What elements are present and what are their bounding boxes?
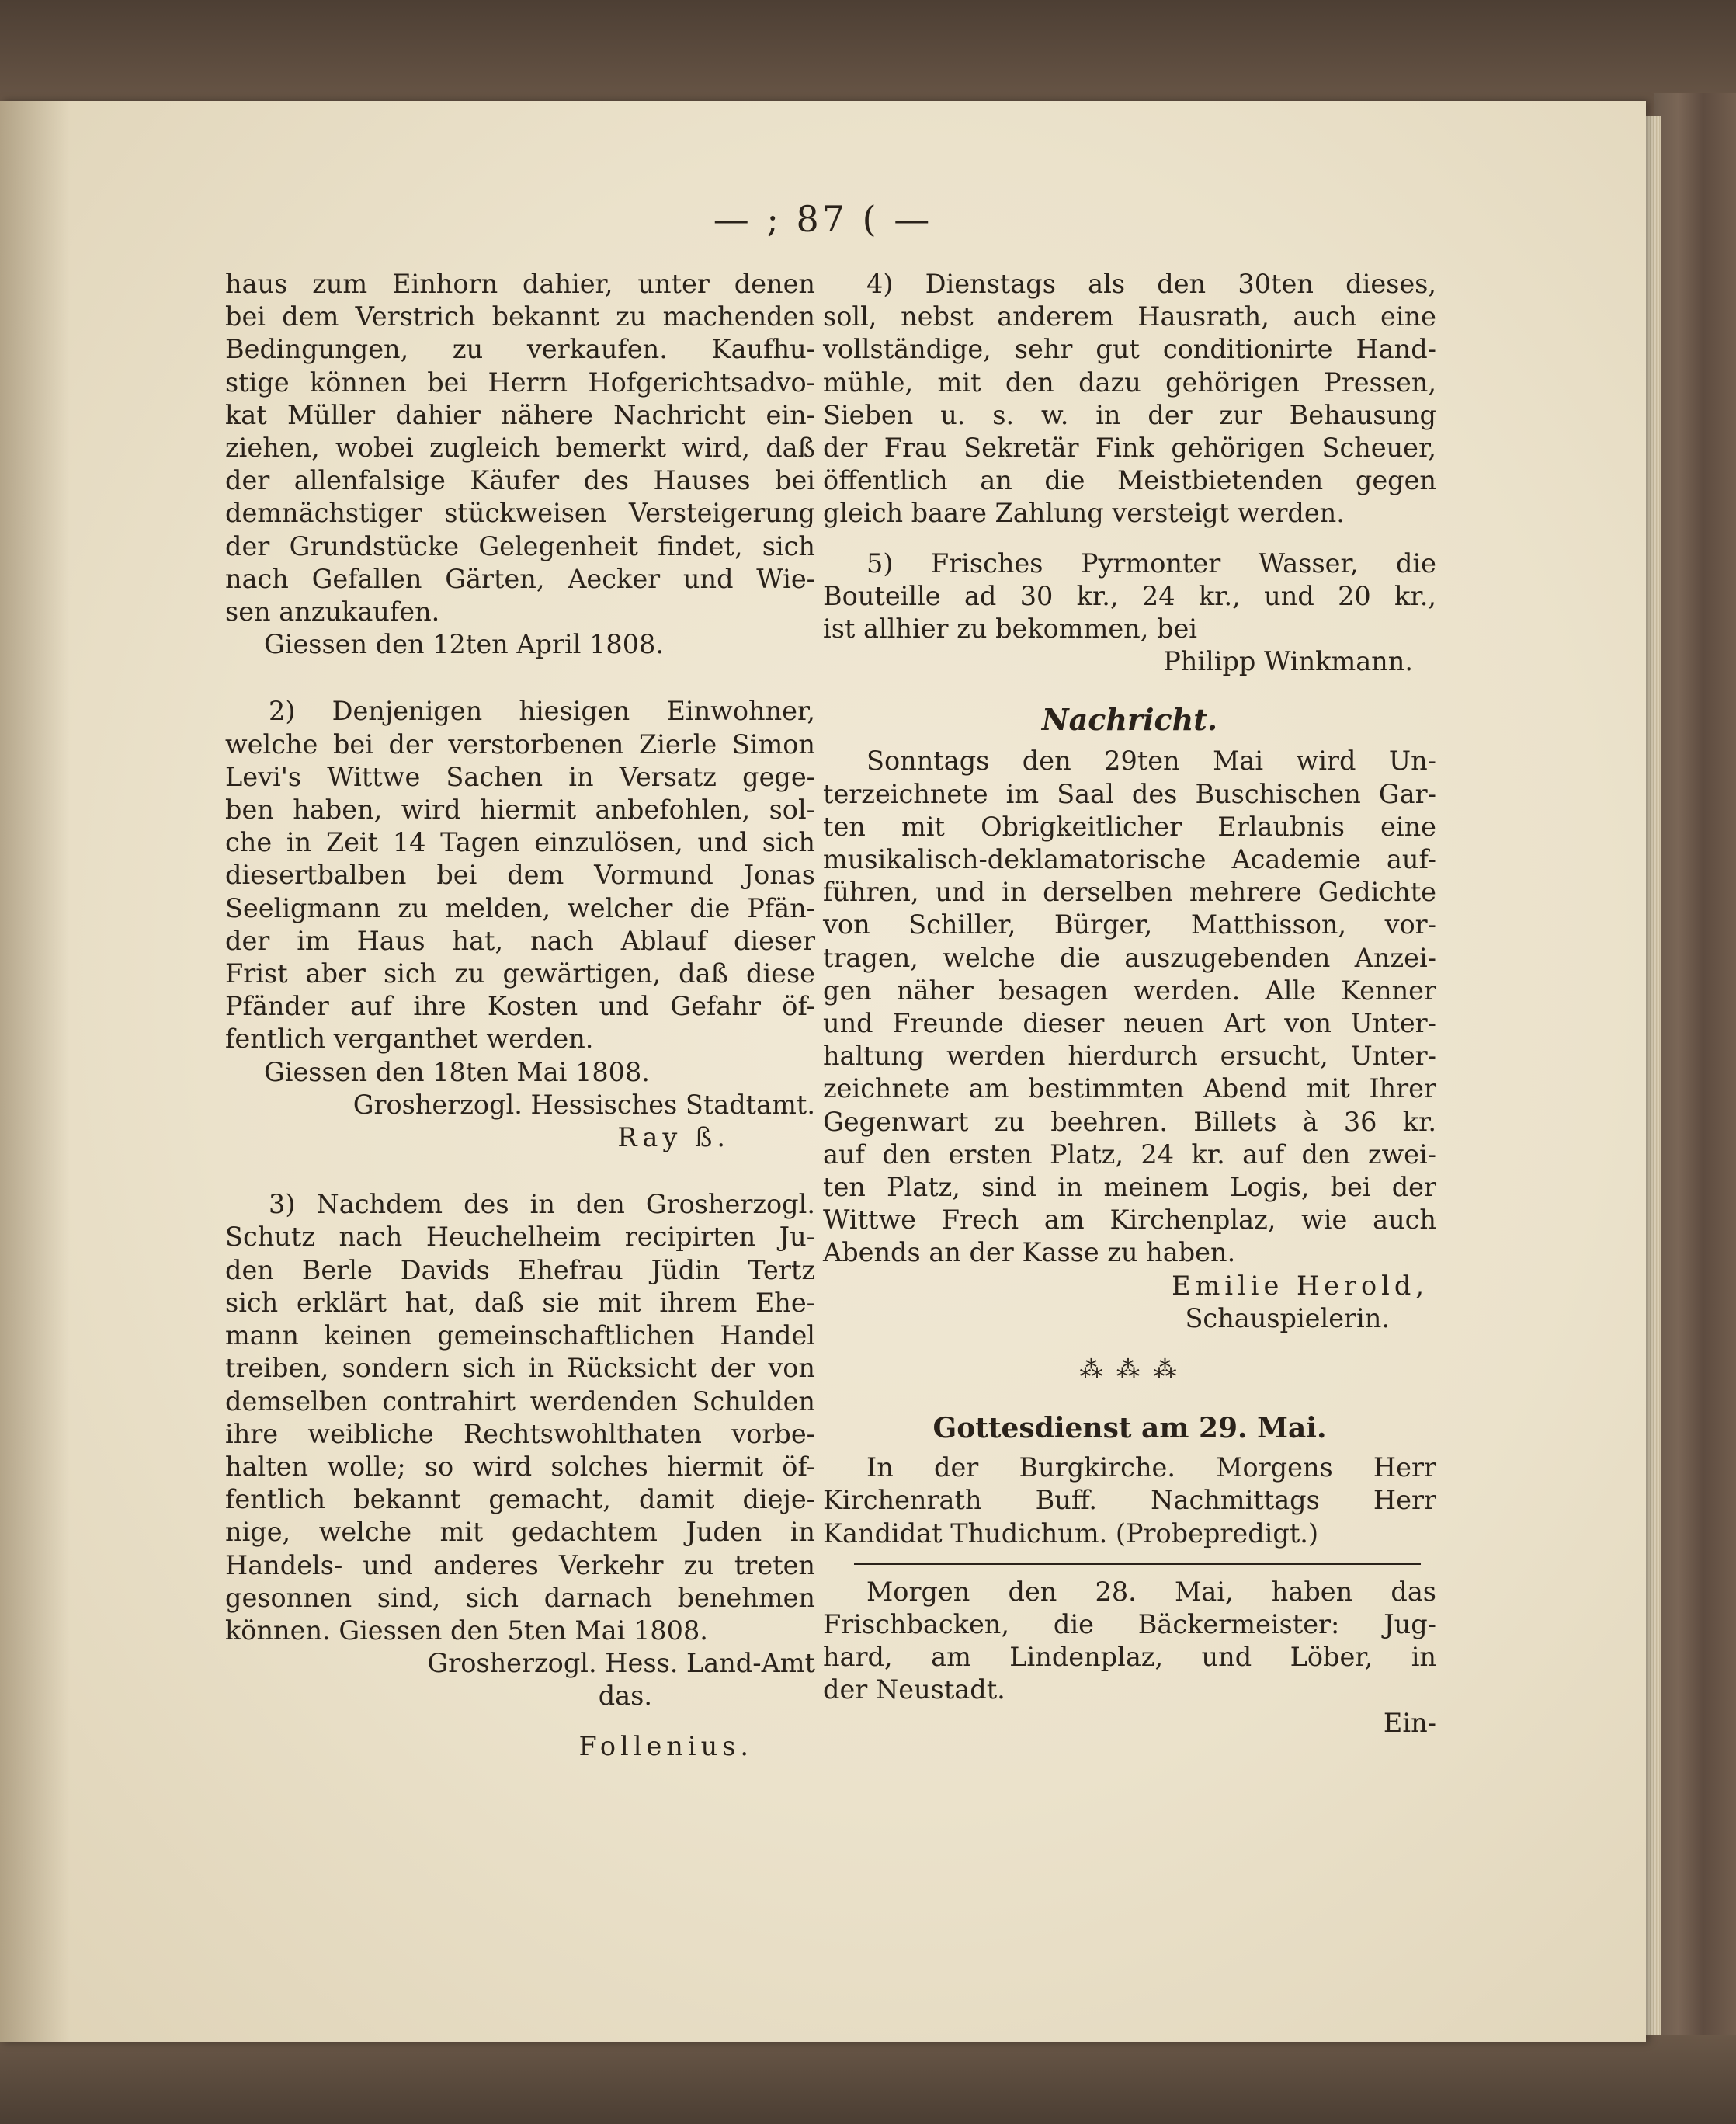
service-body [823, 1451, 1436, 1550]
text-line: Gegenwart zu beehren. Billets à 36 kr. [823, 1106, 1436, 1137]
text-line: gen näher besagen werden. Alle Kenner [823, 975, 1436, 1006]
text-line: kat Müller dahier nähere Nachricht ein- [225, 399, 815, 430]
book-cover-top [0, 0, 1736, 116]
text-line: Levi's Wittwe Sachen in Versatz gege- [225, 761, 815, 792]
text-line: nige, welche mit gedachtem Juden in [225, 1517, 815, 1548]
text-line: tragen, welche die auszugebenden Anzei- [823, 942, 1436, 973]
service-heading: Gottesdienst am 29. Mai. [932, 1412, 1327, 1445]
page-gutter-shadow [0, 101, 70, 2042]
text-line: stige können bei Herrn Hofgerichtsadvo- [225, 367, 815, 398]
text-line: gleich baare Zahlung versteigt werden. [823, 498, 1345, 529]
text-line: fentlich bekannt gemacht, damit dieje- [225, 1484, 815, 1515]
text-line: 3) Nachdem des in den Grosherzogl. [269, 1189, 815, 1220]
text-line: Bedingungen, zu verkaufen. Kaufhu- [225, 334, 815, 365]
announcement-signature-role: Schauspielerin. [1185, 1302, 1390, 1333]
text-line: können. Giessen den 5ten Mai 1808. [225, 1615, 708, 1646]
text-line: In der Burgkirche. Morgens Herr [866, 1452, 1436, 1483]
notice-2-date: Giessen den 18ten Mai 1808. [264, 1056, 650, 1087]
text-line: Kandidat Thudichum. (Probepredigt.) [823, 1517, 1319, 1549]
notice-3-authority-line2: das. [598, 1681, 652, 1712]
text-line: musikalisch-deklamatorische Academie auf- [823, 844, 1436, 875]
text-line: sen anzukaufen. [225, 596, 440, 627]
section-rule [854, 1563, 1421, 1565]
right-column [823, 268, 1436, 1740]
text-line: Morgen den 28. Mai, haben das [866, 1576, 1436, 1607]
text-line: gesonnen sind, sich darnach benehmen [225, 1582, 815, 1613]
text-line: welche bei der verstorbenen Zierle Simon [225, 728, 815, 760]
text-line: Pfänder auf ihre Kosten und Gefahr öf- [225, 991, 815, 1022]
text-line: ziehen, wobei zugleich bemerkt wird, daß [225, 433, 815, 464]
text-line: der allenfalsige Käufer des Hauses bei [225, 465, 815, 496]
text-line: Abends an der Kasse zu haben. [823, 1237, 1236, 1268]
text-line: haus zum Einhorn dahier, unter denen [225, 269, 815, 299]
continued-notice [225, 268, 815, 628]
notice-3-authority-line1: Grosherzogl. Hess. Land-Amt [427, 1648, 815, 1679]
text-line: Handels- und anderes Verkehr zu treten [225, 1549, 815, 1580]
text-line: führen, und in derselben mehrere Gedichte [823, 877, 1436, 908]
text-line: Frischbacken, die Bäckermeister: Jug- [823, 1608, 1436, 1639]
text-line: diesertbalben bei dem Vormund Jonas [225, 860, 815, 891]
page-number: — ; 87 ( — [713, 198, 933, 240]
text-line: Sieben u. s. w. in der zur Behausung [823, 399, 1436, 430]
book-cover-spine [1654, 93, 1736, 2124]
announcement-body [823, 745, 1436, 1269]
text-line: der im Haus hat, nach Ablauf dieser [225, 925, 815, 956]
text-line: soll, nebst anderem Hausrath, auch eine [823, 301, 1436, 332]
text-line: 5) Frisches Pyrmonter Wasser, die [866, 548, 1436, 579]
catchword: Ein- [1383, 1707, 1436, 1738]
text-line: mann keinen gemeinschaftlichen Handel [225, 1320, 815, 1351]
text-line: öffentlich an die Meistbietenden gegen [823, 465, 1436, 496]
book-page [0, 101, 1646, 2042]
text-line: demselben contrahirt werdenden Schulden [225, 1385, 815, 1417]
text-line: demnächstiger stückweisen Versteigerung [225, 498, 815, 529]
text-line: treiben, sondern sich in Rücksicht der von [225, 1353, 815, 1384]
text-line: auf den ersten Platz, 24 kr. auf den zwei- [823, 1138, 1436, 1170]
text-line: mühle, mit den dazu gehörigen Pressen, [823, 367, 1436, 398]
notice-2-signature: Ray ß. [617, 1122, 730, 1153]
text-line: Kirchenrath Buff. Nachmittags Herr [823, 1485, 1436, 1516]
text-line: ihre weibliche Rechtswohlthaten vorbe- [225, 1418, 815, 1449]
notice-3 [225, 1188, 815, 1647]
text-line: sich erklärt hat, daß sie mit ihrem Ehe- [225, 1287, 815, 1318]
text-line: nach Gefallen Gärten, Aecker und Wie- [225, 563, 815, 594]
text-line: haltung werden hierdurch ersucht, Unter- [823, 1041, 1436, 1072]
text-line: zeichnete am bestimmten Abend mit Ihrer [823, 1073, 1436, 1104]
text-line: ten mit Obrigkeitlicher Erlaubnis eine [823, 811, 1436, 842]
notice-2-authority: Grosherzogl. Hessisches Stadtamt. [352, 1089, 815, 1120]
notice-2 [225, 695, 815, 1055]
text-line: Schutz nach Heuchelheim recipirten Ju- [225, 1222, 815, 1253]
book-cover-bottom [0, 2035, 1736, 2124]
text-line: Frist aber sich zu gewärtigen, daß diese [225, 958, 815, 989]
text-line: 4) Dienstags als den 30ten dieses, [866, 269, 1436, 299]
notice-4 [823, 268, 1436, 530]
text-line: der Neustadt. [823, 1674, 1005, 1705]
continued-notice-date: Giessen den 12ten April 1808. [264, 629, 664, 660]
text-line: der Frau Sekretär Fink gehörigen Scheuer, [823, 433, 1436, 464]
text-line: Bouteille ad 30 kr., 24 kr., und 20 kr., [823, 580, 1436, 611]
text-line: ten Platz, sind in meinem Logis, bei der [823, 1172, 1436, 1203]
text-line: terzeichnete im Saal des Buschischen Gar- [823, 778, 1436, 809]
ornament-divider: ⁂ ⁂ ⁂ [1079, 1356, 1180, 1384]
left-column [225, 268, 815, 1763]
announcement-heading: Nachricht. [1041, 702, 1218, 738]
notice-3-signature: Follenius. [578, 1730, 753, 1761]
text-line: Sonntags den 29ten Mai wird Un- [866, 746, 1436, 777]
text-line: Seeligmann zu melden, welcher die Pfän- [225, 892, 815, 923]
text-line: den Berle Davids Ehefrau Jüdin Tertz [225, 1254, 815, 1285]
text-line: ben haben, wird hiermit anbefohlen, sol- [225, 794, 815, 826]
text-line: der Grundstücke Gelegenheit findet, sich [225, 530, 815, 561]
text-line: Wittwe Frech am Kirchenplaz, wie auch [823, 1205, 1436, 1236]
text-line: che in Zeit 14 Tagen einzulösen, und sich [225, 827, 815, 858]
text-line: 2) Denjenigen hiesigen Einwohner, [269, 696, 815, 727]
text-line: fentlich verganthet werden. [225, 1024, 594, 1055]
text-line: und Freunde dieser neuen Art von Unter- [823, 1008, 1436, 1039]
text-line: halten wolle; so wird solches hiermit öf- [225, 1451, 815, 1482]
text-line: hard, am Lindenplaz, und Löber, in [823, 1642, 1436, 1673]
text-line: bei dem Verstrich bekannt zu machenden [225, 301, 815, 332]
text-line: von Schiller, Bürger, Matthisson, vor- [823, 909, 1436, 940]
announcement-signature-name: Emilie Herold, [1172, 1270, 1429, 1301]
notice-5-signature: Philipp Winkmann. [1163, 646, 1413, 677]
bakers-notice [823, 1576, 1436, 1707]
text-line: ist allhier zu bekommen, bei [823, 614, 1198, 645]
text-line: vollständige, sehr gut conditionirte Hand- [823, 334, 1436, 365]
notice-5 [823, 548, 1436, 646]
